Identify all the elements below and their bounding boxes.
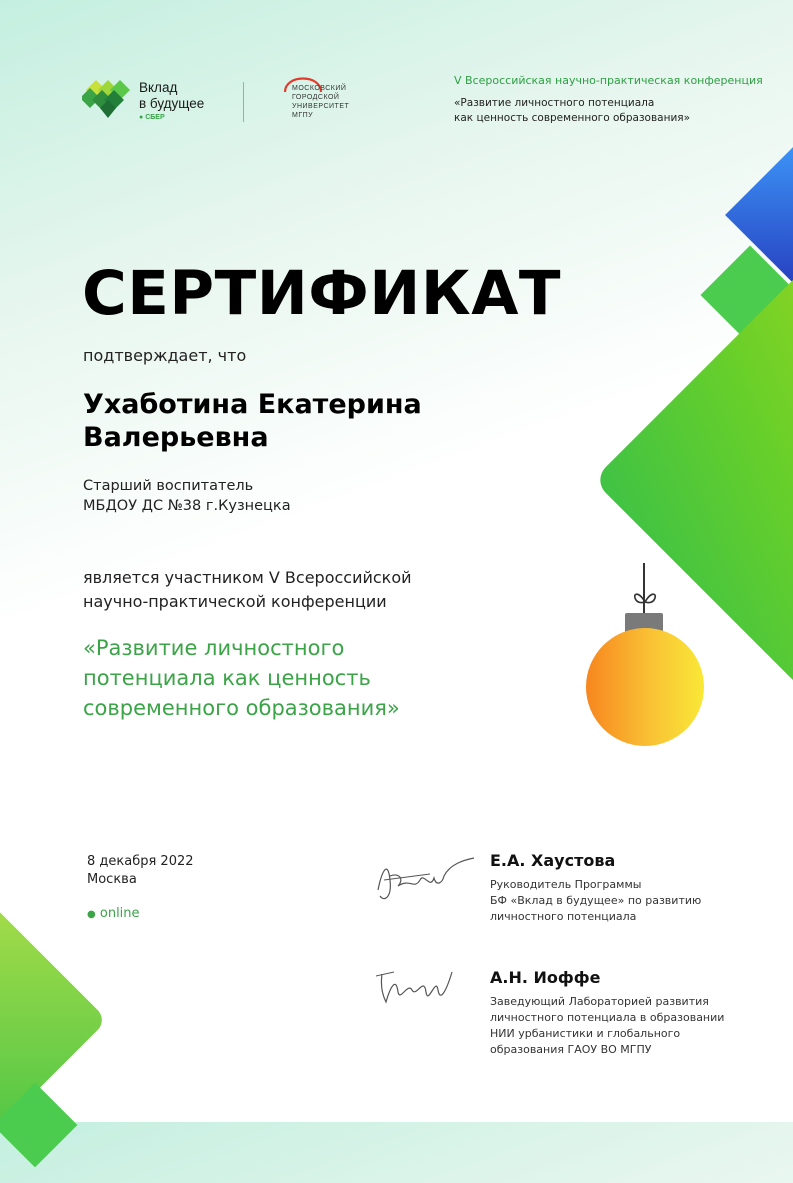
position-line1: Старший воспитатель (83, 478, 254, 494)
participant-line2: научно-практической конференции (83, 592, 387, 611)
vklad-line1: Вклад (139, 80, 178, 95)
position-line2: МБДОУ ДС №38 г.Кузнецка (83, 498, 291, 514)
mgpu-logo-text (292, 84, 349, 120)
recipient-position (83, 476, 291, 516)
signer-2-role-line4: образования ГАОУ ВО МГПУ (490, 1043, 652, 1056)
conference-header (454, 74, 774, 126)
event-format (87, 905, 194, 924)
event-info (87, 853, 194, 924)
mgpu-line4: МГПУ (292, 112, 314, 119)
signature-ioffe (372, 962, 462, 1012)
vklad-logo-icon (82, 78, 134, 120)
recipient-name (83, 388, 422, 454)
topic-line1: «Развитие личностного (83, 636, 345, 660)
signature-khaustova (370, 850, 480, 910)
ornament-bow-icon (630, 588, 660, 612)
conference-header-line3: как ценность современного образования» (454, 112, 691, 124)
mgpu-line1: МОСКОВСКИЙ (292, 85, 347, 92)
signer-block-1 (490, 851, 701, 925)
signer-1-role-line2: БФ «Вклад в будущее» по развитию (490, 894, 702, 907)
mgpu-line2: ГОРОДСКОЙ (292, 94, 340, 101)
signer-1-role-line1: Руководитель Программы (490, 878, 642, 891)
certificate-title: СЕРТИФИКАТ (82, 258, 562, 329)
mgpu-line3: УНИВЕРСИТЕТ (292, 103, 350, 110)
ornament-ball (586, 628, 704, 746)
vklad-logo-text (139, 80, 204, 124)
large-green-diamond-decoration (593, 268, 793, 692)
recipient-name-line1: Ухаботина Екатерина (83, 389, 422, 420)
event-city: Москва (87, 872, 137, 887)
sber-icon: ● (139, 114, 144, 121)
signer-2-role-line1: Заведующий Лабораторией развития (490, 995, 709, 1008)
conference-header-line2: «Развитие личностного потенциала (454, 97, 655, 109)
logo-divider (243, 82, 244, 122)
event-format-label: online (99, 906, 140, 921)
recipient-name-line2: Валерьевна (83, 422, 269, 453)
signer-2-role-line2: личностного потенциала в образовании (490, 1011, 725, 1024)
online-dot-icon: ● (87, 909, 96, 920)
signer-1-name: Е.А. Хаустова (490, 851, 616, 870)
signer-2-role-line3: НИИ урбанистики и глобального (490, 1027, 681, 1040)
topic-line3: современного образования» (83, 696, 400, 720)
signer-1-role-line3: личностного потенциала (490, 910, 637, 923)
sber-label: ● СБЕР (139, 114, 165, 121)
vklad-line2: в будущее (139, 96, 205, 111)
conference-header-line1: V Всероссийская научно-практическая конференция (454, 74, 763, 87)
confirms-text: подтверждает, что (83, 346, 247, 365)
event-date: 8 декабря 2022 (87, 854, 194, 869)
signer-block-2 (490, 968, 724, 1058)
topic-line2: потенциала как ценность (83, 666, 371, 690)
participant-statement (83, 566, 412, 614)
conference-topic (83, 633, 400, 723)
signer-2-name: А.Н. Иоффе (490, 968, 601, 987)
participant-line1: является участником V Всероссийской (83, 568, 412, 587)
